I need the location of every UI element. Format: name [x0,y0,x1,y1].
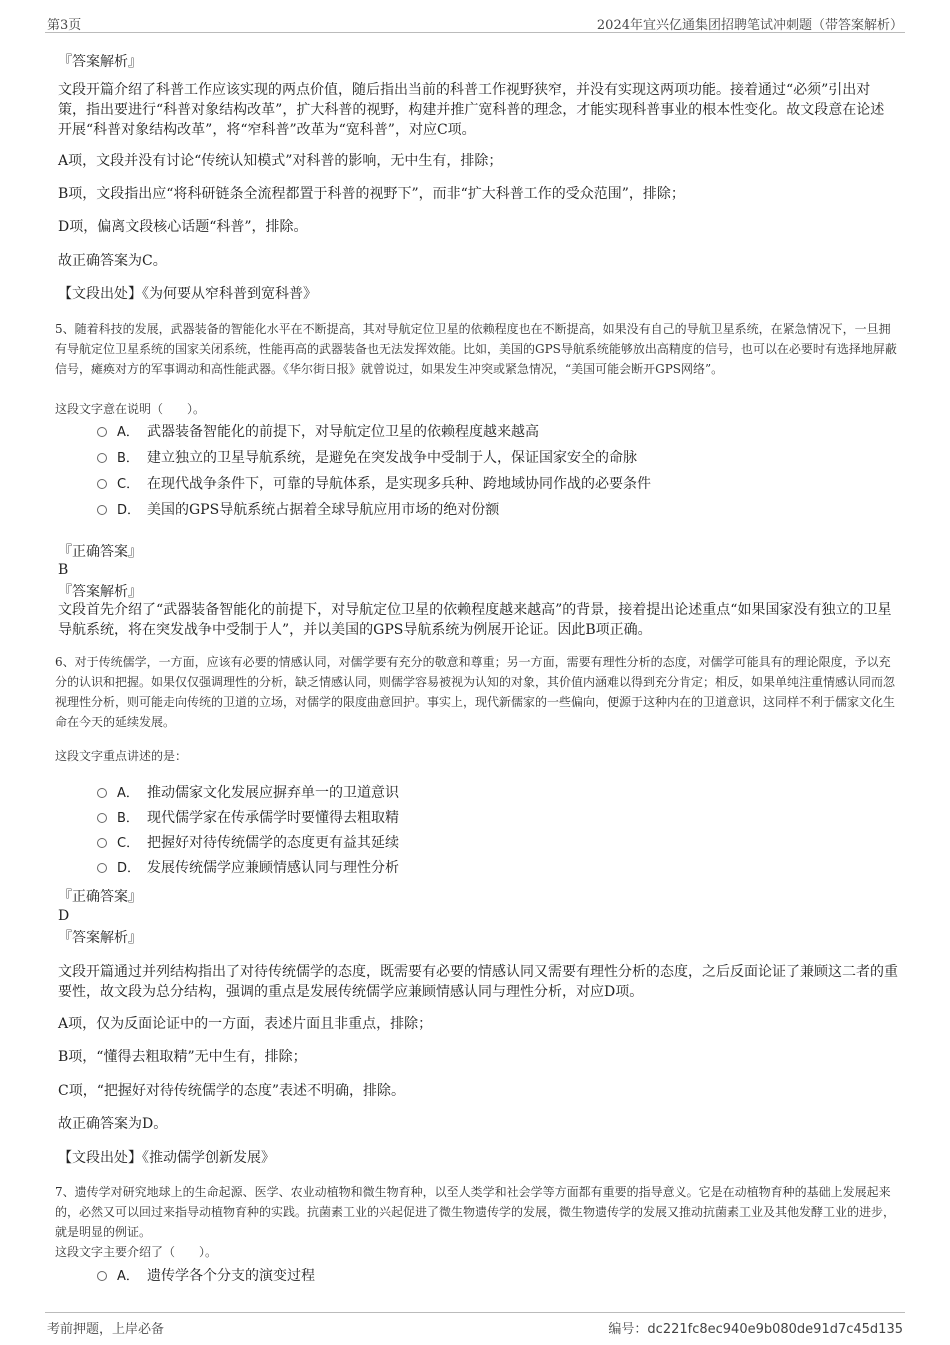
q6-option-a-note: A项，仅为反面论证中的一方面，表述片面且非重点，排除； [58,1016,433,1032]
radio-icon[interactable] [97,479,107,489]
q4-analysis: 文段开篇介绍了科普工作应该实现的两点价值，随后指出当前的科普工作视野狭窄，并没有实现这两项功能。接着通过“必须”引出对策，指出要进行“科普对象结构改革”，扩大科普的视野，构建并推广宽科普的理念，才能实现科普事业的根本性变化。故文段意在论述开展“科普对象结构改革”，将“窄科普”改革为“宽科普”，对应C项。 [58,82,885,138]
q7-option-a[interactable]: A． 遗传学各个分支的演变过程 [97,1266,315,1287]
q4-option-d-note: D项，偏离文段核心话题“科普”，排除。 [58,219,308,235]
q5-analysis-label: 『答案解析』 [58,584,142,600]
q6-option-d[interactable]: D． 发展传统儒学应兼顾情感认同与理性分析 [97,858,399,879]
radio-icon[interactable] [97,788,107,798]
q6-question: 这段文字重点讲述的是： [55,749,188,763]
q6-option-b-note: B项，“懂得去粗取精”无中生有，排除； [58,1049,307,1065]
document-id-label: 编号： [608,1322,648,1337]
q7-stem: 7、遗传学对研究地球上的生命起源、医学、农业动植物和微生物育种，以至人类学和社会学等方面都有重要的指导意义。它是在动植物育种的基础上发展起来的，必然又可以回过来指导动植物育种的实践。抗菌素工业的兴起促进了微生物遗传学的发展，微生物遗传学的发展又推动抗菌素工业及其他发酵工业的进步，就是明显的例证。 [55,1185,896,1239]
radio-icon[interactable] [97,813,107,823]
radio-icon[interactable] [97,863,107,873]
q5-answer-label: 『正确答案』 [58,544,142,560]
q6-answer: D [58,908,70,924]
q7-question: 这段文字主要介绍了（ ）。 [55,1245,218,1259]
q6-answer-label: 『正确答案』 [58,889,142,905]
q6-option-c-note: C项，“把握好对待传统儒学的态度”表述不明确，排除。 [58,1083,406,1099]
document-title: 2024年宜兴亿通集团招聘笔试冲刺题（带答案解析） [596,18,903,33]
q6-analysis: 文段开篇通过并列结构指出了对待传统儒学的态度，既需要有必要的情感认同又需要有理性分析的态度，之后反面论证了兼顾这二者的重要性，故文段为总分结构，强调的重点是发展传统儒学应兼顾情感认同与理性分析，对应D项。 [58,964,898,1000]
q5-analysis: 文段首先介绍了“武器装备智能化的前提下，对导航定位卫星的依赖程度越来越高”的背景，接着提出论述重点“如果国家没有独立的卫星导航系统，将在突发战争中受制于人”，并以美国的GPS导航系统为例展开论证。因此B项正确。 [58,602,892,638]
radio-icon[interactable] [97,505,107,515]
q4-conclusion: 故正确答案为C。 [58,253,167,269]
radio-icon[interactable] [97,838,107,848]
q6-analysis-label: 『答案解析』 [58,930,142,946]
document-id-code: dc221fc8ec940e9b080de91d7c45d135 [647,1322,903,1337]
q5-answer: B [58,562,69,578]
radio-icon[interactable] [97,1271,107,1281]
q6-stem: 6、对于传统儒学，一方面，应该有必要的情感认同，对儒学要有充分的敬意和尊重；另一方面，需要有理性分析的态度，对儒学可能具有的理论限度，予以充分的认识和把握。如果仅仅强调理性的分析，缺乏情感认同，则儒学容易被视为认知的对象，其价值内涵难以得到充分肯定；相反，如果单纯注重情感认同而忽视理性分析，则可能走向传统的卫道的立场，对儒学的限度曲意回护。事实上，现代新儒家的一些偏向，便源于这种内在的卫道意识，这同样不利于儒家文化生命在今天的延续发展。 [55,655,896,729]
page-header [45,10,905,33]
q5-option-d[interactable]: D． 美国的GPS导航系统占据着全球导航应用市场的绝对份额 [97,500,499,521]
page-footer [45,1312,905,1337]
radio-icon[interactable] [97,453,107,463]
q6-conclusion: 故正确答案为D。 [58,1116,168,1132]
q6-option-a[interactable]: A． 推动儒家文化发展应摒弃单一的卫道意识 [97,783,399,804]
q4-option-b-note: B项，文段指出应“将科研链条全流程都置于科普的视野下”，而非“扩大科普工作的受众范围”，排除； [58,186,685,202]
q5-option-b[interactable]: B． 建立独立的卫星导航系统，是避免在突发战争中受制于人，保证国家安全的命脉 [97,448,637,469]
q4-option-a-note: A项，文段并没有讨论“传统认知模式”对科普的影响，无中生有，排除； [58,153,503,169]
q5-stem: 5、随着科技的发展，武器装备的智能化水平在不断提高，其对导航定位卫星的依赖程度也在不断提高，如果没有自己的导航卫星系统，在紧急情况下，一旦拥有导航定位卫星系统的国家关闭系统，性能再高的武器装备也无法发挥效能。比如，美国的GPS导航系统能够放出高精度的信号，也可以在必要时有选择地屏蔽信号，瘫痪对方的军事调动和高性能武器。《华尔街日报》就曾说过，如果发生冲突或紧急情况，“美国可能会断开GPS网络”。 [55,322,897,376]
q5-option-a[interactable]: A． 武器装备智能化的前提下，对导航定位卫星的依赖程度越来越高 [97,422,539,443]
q5-question: 这段文字意在说明（ ）。 [55,402,206,416]
q4-source: 【文段出处】《为何要从窄科普到宽科普》 [58,286,317,302]
q6-option-c[interactable]: C． 把握好对待传统儒学的态度更有益其延续 [97,833,399,854]
radio-icon[interactable] [97,427,107,437]
page-number: 第3页 [47,18,82,33]
document-id [608,1318,903,1337]
q5-option-c[interactable]: C． 在现代战争条件下，可靠的导航体系，是实现多兵种、跨地域协同作战的必要条件 [97,474,651,495]
footer-slogan: 考前押题，上岸必备 [47,1322,165,1337]
q4-analysis-label: 『答案解析』 [58,54,142,70]
q6-source: 【文段出处】《推动儒学创新发展》 [58,1150,275,1166]
q6-option-b[interactable]: B． 现代儒学家在传承儒学时要懂得去粗取精 [97,808,399,829]
